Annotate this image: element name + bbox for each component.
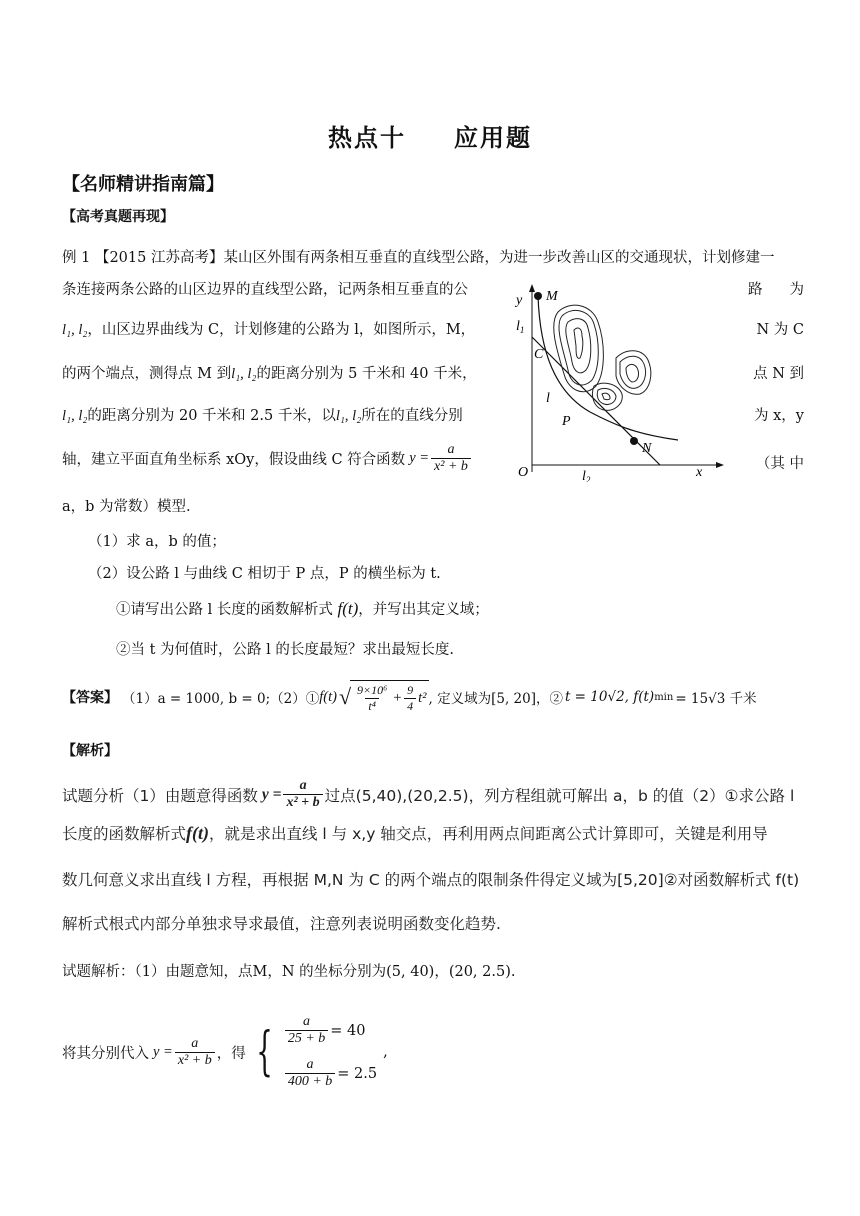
section-heading: 【名师精讲指南篇】 <box>62 174 224 195</box>
label-N: N <box>642 441 652 456</box>
answer-part-1: （1）a = 1000, b = 0;（2）① <box>122 691 320 707</box>
fraction-denominator: x² + b <box>175 1052 215 1069</box>
page-title <box>0 118 860 153</box>
question-2a-tail: ，并写出其定义域； <box>358 602 489 618</box>
label-l: l <box>546 391 550 406</box>
solution-s2-a: 将其分别代入 <box>62 1045 149 1062</box>
text-wei: 为 <box>789 282 804 298</box>
analysis-para-1 <box>62 778 794 811</box>
example-line-2: 条连接两条公路的山区边界的直线型公路，记两条相互垂直的公 <box>62 282 468 298</box>
question-2: （2）设公路 l 与曲线 C 相切于 P 点，P 的横坐标为 t. <box>88 566 441 582</box>
analysis-para-3: 数几何意义求出直线 l 方程，再根据 M,N 为 C 的两个端点的限制条件得定义域为[5,20]②对函数解析式 f(t) <box>62 871 800 889</box>
answer-min: min <box>654 691 674 703</box>
equation-system <box>283 1014 377 1090</box>
example-line-4-right: 点 N 到 <box>753 366 804 382</box>
example-line-3-text: ，山区边界曲线为 C，计划修建的公路为 l，如图所示，M， <box>87 322 476 338</box>
left-brace-icon: { <box>255 1022 273 1082</box>
fraction-numerator: a <box>306 1057 314 1072</box>
question-1: （1）求 a，b 的值； <box>88 534 226 550</box>
equation-1 <box>283 1014 377 1047</box>
answer-domain: , 定义域为[5, 20]，② <box>428 691 563 707</box>
example-line-3 <box>62 318 475 339</box>
label-P: P <box>562 414 571 429</box>
analysis-p1-b: 过点(5,40),(20,2.5)，列方程组就可解出 a，b 的值（2）①求公路 l <box>324 786 795 805</box>
l1-l2-symbols: l₁, l₂ <box>62 322 88 338</box>
eq2-denominator: 400 + b <box>285 1073 335 1090</box>
radicand: $\frac{\text{9×10⁶}}{\text{t⁴}}$ + $\frac{9}{4}$ t² <box>350 680 428 714</box>
radical-sign-icon: √ <box>338 684 352 709</box>
analysis-para-4: 解析式根式内部分单独求导求最值，注意列表说明函数变化趋势. <box>62 915 501 933</box>
title-part-2: 应用题 <box>454 123 532 152</box>
example-line-4 <box>62 362 477 383</box>
analysis-p2-a: 长度的函数解析式 <box>62 825 187 843</box>
title-part-1: 热点十 <box>328 123 406 152</box>
point-M <box>534 292 542 300</box>
example-line-1: 例 1 【2015 江苏高考】某山区外围有两条相互垂直的直线型公路，为进一步改善山区的交通现状，计划修建一 <box>62 250 775 266</box>
subsection-heading: 【高考真题再现】 <box>62 209 174 225</box>
fraction-numerator: a <box>447 442 455 457</box>
solution-line-1: 试题解析：（1）由题意知，点M，N 的坐标分别为(5, 40)，(20, 2.5). <box>62 964 516 980</box>
example-line-7: a，b 为常数）模型. <box>62 499 191 515</box>
solution-s2-b: ，得 <box>216 1045 246 1062</box>
y-equals: y = <box>261 785 282 803</box>
analysis-para-2 <box>62 822 768 844</box>
question-2a <box>116 598 489 619</box>
example-line-5-right: 为 x，y <box>754 408 804 424</box>
label-l1 <box>516 319 524 335</box>
ft-symbol: f(t) <box>337 599 359 618</box>
analysis-p1-a: 试题分析（1）由题意得函数 <box>62 786 258 805</box>
question-2a-text: ①请写出公路 l 长度的函数解析式 <box>116 602 333 618</box>
fraction-numerator: a <box>191 1035 199 1051</box>
label-x: x <box>696 465 703 480</box>
analysis-fraction <box>283 778 322 811</box>
y-equals: y = <box>409 450 430 466</box>
label-l1-sub: 1 <box>519 325 525 335</box>
example-line-5-a: 的距离分别为 20 千米和 2.5 千米，以 <box>87 408 336 424</box>
example-line-3-right: N 为 C <box>756 322 804 338</box>
answer-label: 【答案】 <box>62 690 118 706</box>
example-line-2-right <box>748 278 804 299</box>
trailing-comma: , <box>383 1044 388 1060</box>
fraction-denominator: x² + b <box>431 458 471 475</box>
l1-l2-symbols: l₁, l₂ <box>231 366 257 382</box>
answer-line <box>62 680 757 714</box>
label-M: M <box>546 289 558 304</box>
ft-symbol: f(t) <box>186 823 209 843</box>
y-equals: y = <box>153 1043 173 1060</box>
equation-2 <box>283 1057 377 1090</box>
example-line-4-b: 的距离分别为 5 千米和 40 千米， <box>256 366 477 382</box>
example-line-6 <box>62 442 473 475</box>
answer-sqrt <box>319 680 428 714</box>
answer-ft: f(t) <box>319 688 337 705</box>
solution-line-2 <box>62 1014 388 1090</box>
text-lu: 路 <box>748 282 763 298</box>
label-C: C <box>534 347 544 362</box>
function-fraction <box>431 442 471 475</box>
road-diagram <box>510 282 730 482</box>
solution-fraction <box>175 1036 215 1069</box>
l1-l2-symbols: l₁, l₂ <box>62 408 88 424</box>
question-2b: ②当 t 为何值时，公路 l 的长度最短？求出最短长度. <box>116 642 455 658</box>
eq2-rhs: = 2.5 <box>337 1065 378 1082</box>
label-l2-sub: 2 <box>585 475 591 482</box>
l1-l2-symbols: l₁, l₂ <box>335 408 362 424</box>
analysis-label: 【解析】 <box>62 743 118 759</box>
y-axis-arrow <box>529 284 535 292</box>
label-l2 <box>582 469 591 482</box>
example-line-4-a: 的两个端点，测得点 M 到 <box>62 366 232 382</box>
example-line-5 <box>62 404 463 425</box>
answer-part-3: t = 10√2, f(t) <box>564 689 655 705</box>
fraction-denominator: x² + b <box>283 794 322 811</box>
label-y: y <box>516 293 523 308</box>
analysis-p2-b: ，就是求出直线 l 与 x,y 轴交点，再利用两点间距离公式计算即可，关键是利用导 <box>209 825 768 843</box>
eq1-denominator: 25 + b <box>285 1030 328 1047</box>
label-O: O <box>518 465 529 480</box>
fraction-numerator: a <box>299 778 307 793</box>
eq1-rhs: = 40 <box>330 1022 366 1039</box>
fraction-numerator: a <box>303 1014 311 1029</box>
example-line-5-b: 所在的直线分别 <box>361 408 463 424</box>
road-l <box>532 337 660 465</box>
curve-C <box>538 296 678 440</box>
label-l2-main: l <box>582 469 586 482</box>
example-line-6-right: （其 中 <box>755 456 804 472</box>
x-axis-arrow <box>716 462 724 468</box>
answer-part-4: = 15√3 千米 <box>675 691 757 707</box>
example-line-6-text: 轴，建立平面直角坐标系 xOy，假设曲线 C 符合函数 <box>62 452 406 468</box>
point-N <box>630 437 638 445</box>
label-l1-main: l <box>516 319 520 334</box>
